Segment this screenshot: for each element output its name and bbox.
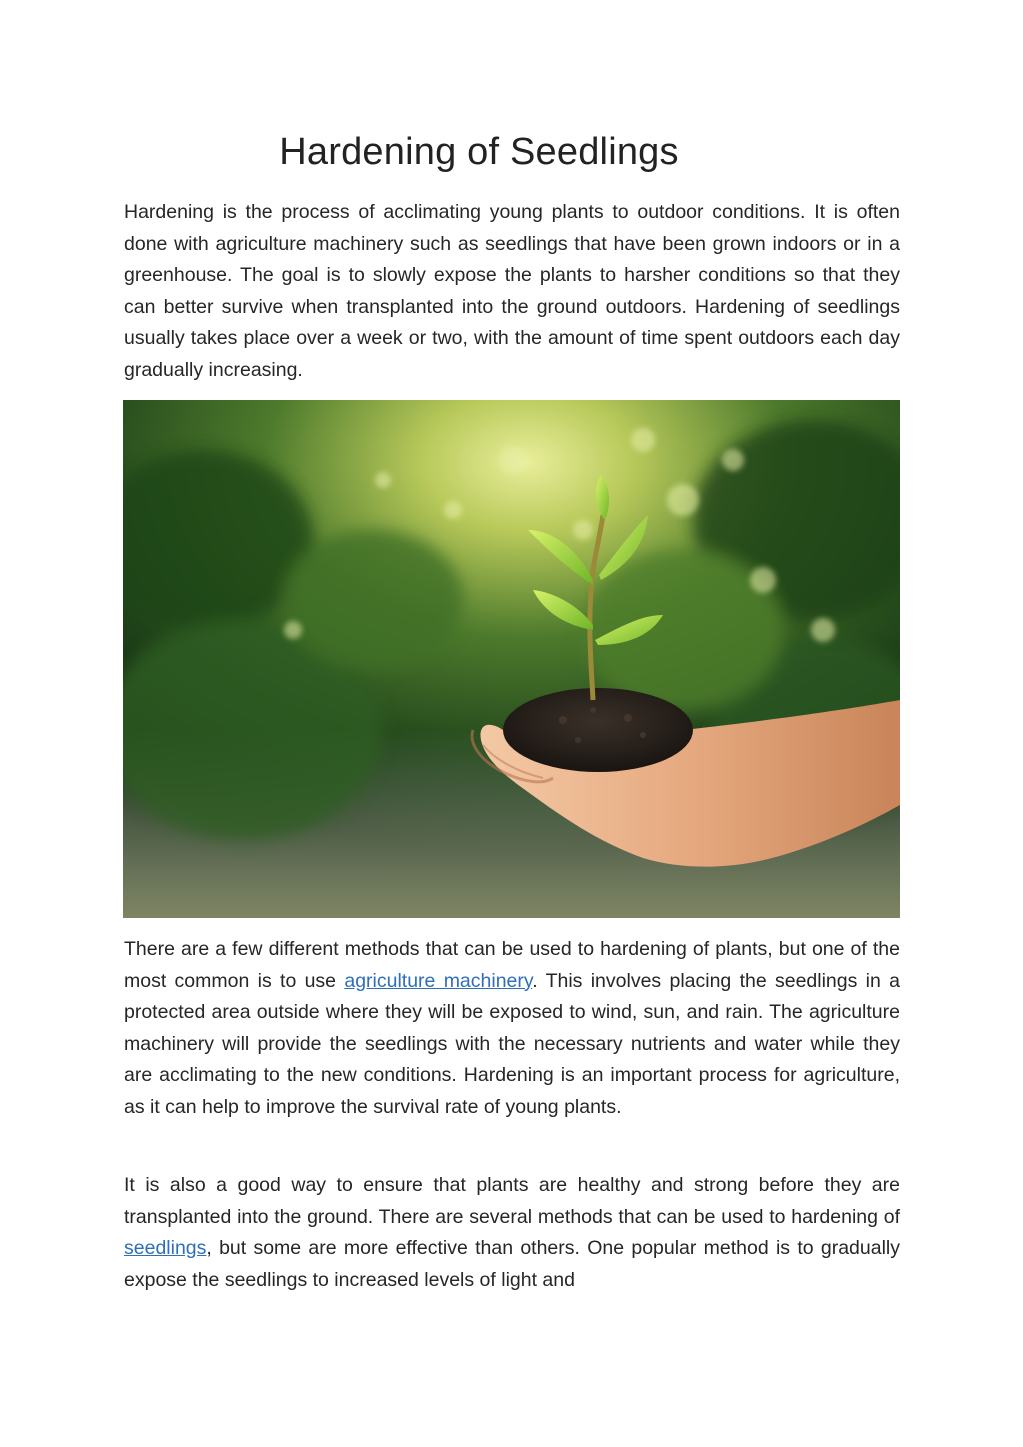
benefits-text-after-link: , but some are more effective than others. One popular method is to gradually expose the seedlings to increased levels of light and [124,1237,900,1291]
methods-text-before-link: There are a few different methods that can be used to hardening of plants, but one of the most common is to use [124,938,900,992]
benefits-paragraph [124,1170,900,1296]
seedlings-link[interactable]: seedlings [124,1237,207,1259]
methods-text-after-link: . This involves placing the seedlings in a protected area outside where they will be exposed to wind, sun, and rain. The agriculture machinery will provide the seedlings with the necessary nutrients and water while they are acclimating to the new conditions. Hardening is an important process for agriculture, as it can help to improve the survival rate of young plants. [124,969,901,1118]
seedling-in-hands-photo [123,400,900,918]
intro-paragraph: Hardening is the process of acclimating young plants to outdoor conditions. It is often done with agriculture machinery such as seedlings that have been grown indoors or in a greenhouse. The goal is to slowly expose the plants to harsher conditions so that they can better survive when transplanted into the ground outdoors. Hardening of seedlings usually takes place over a week or two, with the amount of time spent outdoors each day gradually increasing. [124,201,900,381]
methods-paragraph [124,934,900,1123]
benefits-text-before-link: It is also a good way to ensure that plants are healthy and strong before they are transplanted into the ground. There are several methods that can be used to hardening of [124,1174,900,1228]
agriculture-machinery-link[interactable]: agriculture machinery [344,969,533,992]
page-title: Hardening of Seedlings [279,131,679,173]
